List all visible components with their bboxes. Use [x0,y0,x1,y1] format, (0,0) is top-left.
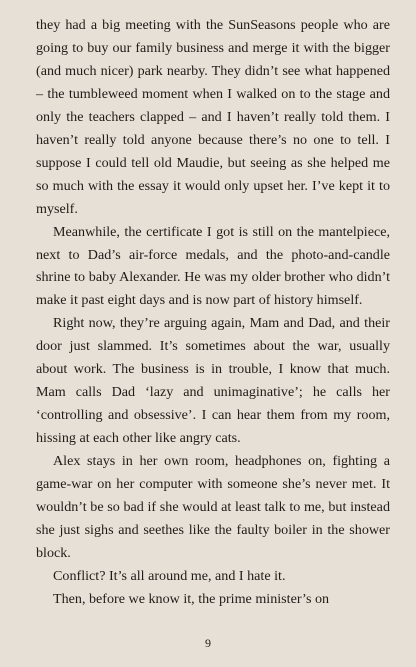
paragraph-3: Right now, they’re arguing again, Mam and Dad, and their door just slammed. It’s sometimes about the war, usually about work. The business is in trouble, I know that much. Mam calls Dad ‘lazy and unimaginative’; he calls her ‘controlling and obsessive’. I can hear them from my room, hissing at each other like angry cats. [36,315,390,447]
paragraph-2: Meanwhile, the certificate I got is still on the mantelpiece, next to Dad’s air-force medals, and the photo-and-candle shrine to baby Alexander. He was my older brother who didn’t make it past eight days and is now part of history himself. [36,223,390,309]
page-number: 9 [205,636,211,650]
body-text [36,14,390,611]
paragraph-5: Conflict? It’s all around me, and I hate it. [53,567,286,584]
paragraph-6: Then, before we know it, the prime minister’s on [53,590,330,607]
paragraph-1: they had a big meeting with the SunSeasons people who are going to buy our family business and merge it with the bigger (and much nicer) park nearby. They didn’t see what happened – the tumbleweed moment when I walked on to the stage and only the teachers clapped – and I haven’t really told them. I haven’t really told anyone because there’s no one to tell. I suppose I could tell old Maudie, but seeing as she helped me so much with the essay it would only upset her. I’ve kept it to myself. [36,17,390,217]
paragraph-4: Alex stays in her own room, headphones on, fighting a game-war on her computer with someone she’s never met. It wouldn’t be so bad if she would at least talk to me, but instead she just sighs and seethes like the faulty boiler in the shower block. [36,453,390,561]
